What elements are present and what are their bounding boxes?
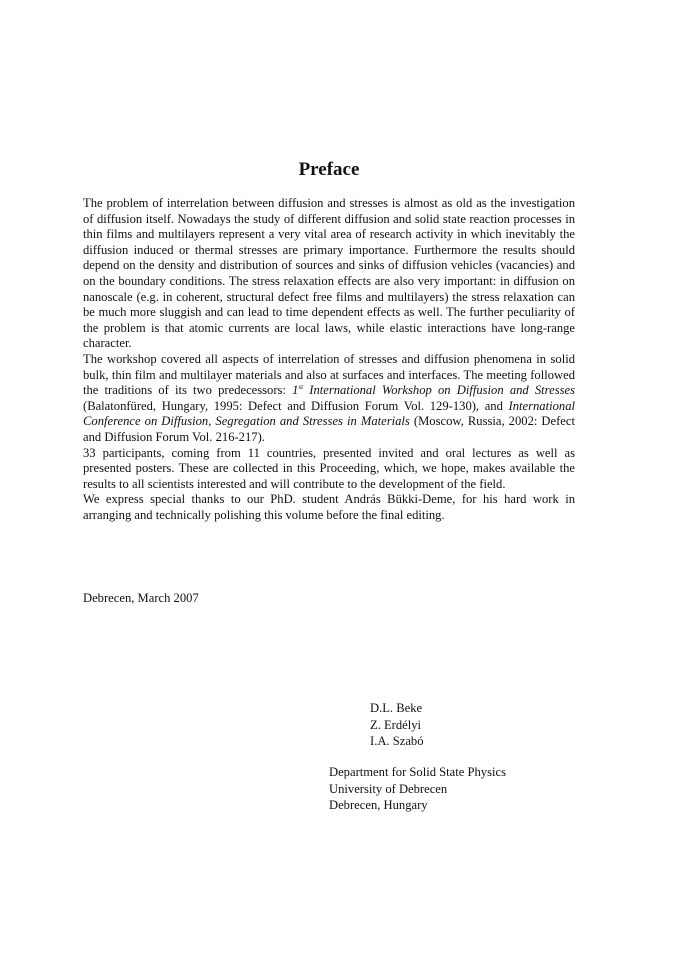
affiliation-block <box>329 764 506 814</box>
editor-name: Z. Erdélyi <box>370 717 422 732</box>
paragraph-2-text-1: The workshop covered all aspects of interrelation of stresses and diffusion phenomena in solid bulk, thin film and multilayer materials and also at surfaces and interfaces. The meeting followed the traditions of its two predecessors: <box>83 351 575 398</box>
editors-list <box>370 700 424 750</box>
paragraph-2-text-2: (Balatonfüred, Hungary, 1995: Defect and Diffusion Forum Vol. 129-130), and <box>83 398 509 413</box>
affiliation-city: Debrecen, Hungary <box>329 798 428 812</box>
paragraph-2 <box>83 352 575 446</box>
page-title: Preface <box>298 159 360 180</box>
paragraph-2-text-3: (Moscow, Russia, 2002: Defect and Diffusion Forum Vol. 216-217). <box>83 414 575 444</box>
workshop-name: International Workshop on Diffusion and Stresses <box>303 383 575 398</box>
editor-name: D.L. Beke <box>370 701 423 715</box>
ordinal-suffix: st <box>298 383 304 392</box>
paragraph-2-italic-1 <box>292 383 575 397</box>
paragraph-3: 33 participants, coming from 11 countries, presented invited and oral lectures as well as presented posters. These are collected in this Proceeding, which, we hope, makes available the results to all scientists interested and will contribute to the development of the field. <box>83 445 575 491</box>
affiliation-department: Department for Solid State Physics <box>329 765 506 779</box>
paragraph-1: The problem of interrelation between diffusion and stresses is almost as old as the investigation of diffusion itself. Nowadays the study of different diffusion and solid state reaction processes in thin films and multilayers represent a very vital area of research activity in which inevitably the diffusion induced or thermal stresses are primary importance. Furthermore the results should depend on the density and distribution of sources and sinks of diffusion vehicles (vacancies) and on the boundary conditions. The stress relaxation effects are also very important: in diffusion on nanoscale (e.g. in coherent, structural defect free films and multilayers) the stress relaxation can be much more sluggish and can lead to time dependent effects as well. The further peculiarity of the problem is that atomic currents are local laws, while elastic interactions have long-range character. <box>83 196 575 351</box>
conference-name: International Conference on Diffusion, Segregation and Stresses in Materials <box>83 398 575 429</box>
editor-name: I.A. Szabó <box>370 734 424 748</box>
paragraph-4: We express special thanks to our PhD. student András Bükki-Deme, for his hard work in arranging and technically polishing this volume before the final editing. <box>83 492 575 522</box>
ordinal-number: 1 <box>292 383 299 398</box>
dateline: Debrecen, March 2007 <box>83 591 199 605</box>
preface-body <box>83 196 575 523</box>
affiliation-university: University of Debrecen <box>329 781 448 796</box>
